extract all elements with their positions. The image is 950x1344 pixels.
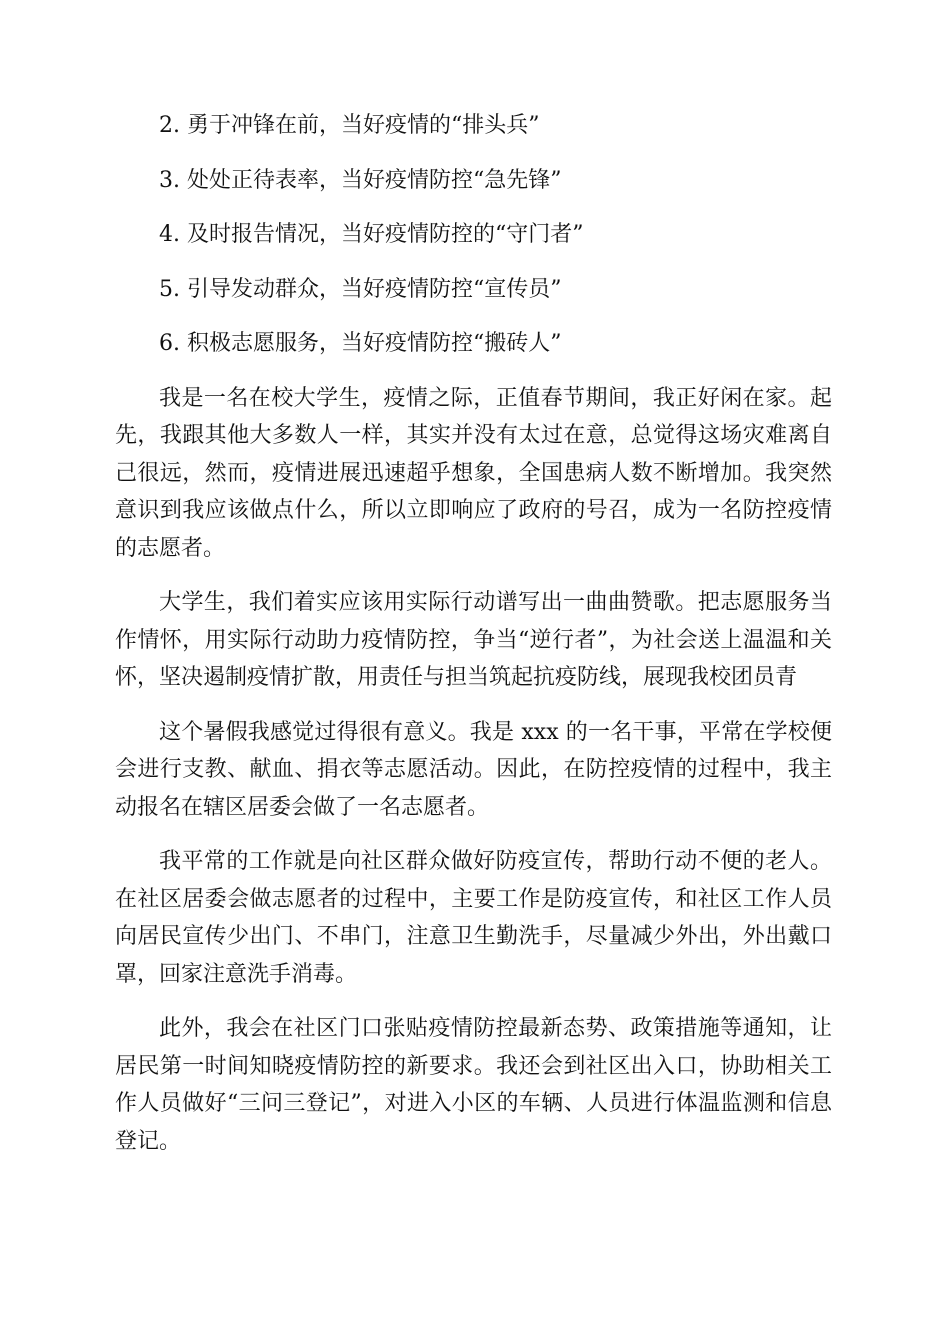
document-body <box>115 107 832 1177</box>
list-item: 6. 积极志愿服务，当好疫情防控“搬砖人” <box>159 331 562 356</box>
paragraph: 此外，我会在社区门口张贴疫情防控最新态势、政策措施等通知，让居民第一时间知晓疫情防控的新要求。我还会到社区出入口，协助相关工作人员做好“三问三登记”，对进入小区的车辆、人员进行体温监测和信息登记。 <box>115 1016 832 1154</box>
list-item: 5. 引导发动群众，当好疫情防控“宣传员” <box>159 276 562 302</box>
list-item: 2. 勇于冲锋在前，当好疫情的“排头兵” <box>159 113 540 138</box>
paragraph: 我是一名在校大学生，疫情之际，正值春节期间，我正好闲在家。起先，我跟其他大多数人一样，其实并没有太过在意，总觉得这场灾难离自己很远，然而，疫情进展迅速超乎想象，全国患病人数不断增加。我突然意识到我应该做点什么，所以立即响应了政府的号召，成为一名防控疫情的志愿者。 <box>115 385 832 561</box>
paragraph: 大学生，我们着实应该用实际行动谱写出一曲曲赞歌。把志愿服务当作情怀，用实际行动助力疫情防控，争当“逆行者”，为社会送上温温和关怀，坚决遏制疫情扩散，用责任与担当筑起抗疫防线，展现我校团员青 <box>115 590 832 690</box>
paragraph: 我平常的工作就是向社区群众做好防疫宣传，帮助行动不便的老人。在社区居委会做志愿者的过程中，主要工作是防疫宣传，和社区工作人员向居民宣传少出门、不串门，注意卫生勤洗手，尽量减少外出，外出戴口罩，回家注意洗手消毒。 <box>115 849 832 987</box>
list-item: 4. 及时报告情况，当好疫情防控的“守门者” <box>159 222 584 247</box>
list-item: 3. 处处正待表率，当好疫情防控“急先锋” <box>159 167 562 193</box>
paragraph: 这个暑假我感觉过得很有意义。我是 xxx 的一名干事，平常在学校便会进行支教、献血、捐衣等志愿活动。因此，在防控疫情的过程中，我主动报名在辖区居委会做了一名志愿者。 <box>115 719 832 820</box>
